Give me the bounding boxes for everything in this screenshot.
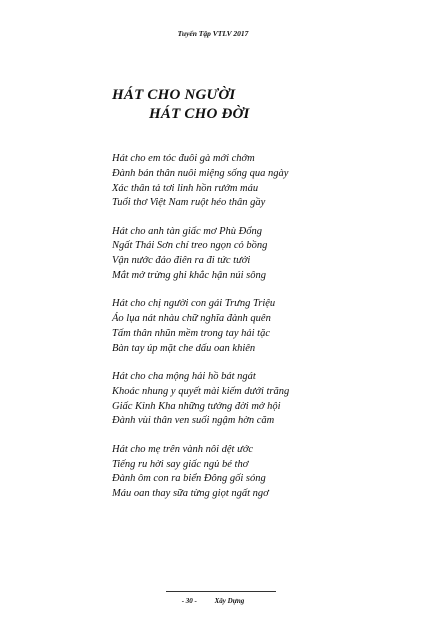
running-header: Tuyển Tập VTLV 2017	[177, 29, 249, 38]
page-number: - 30 -	[181, 597, 197, 605]
verse-line: Hát cho mẹ trên vành nôi dệt ước	[112, 443, 254, 455]
stanza	[112, 297, 412, 356]
verse-line: Tuổi thơ Việt Nam ruột héo thân gầy	[112, 197, 266, 209]
verse-line: Hát cho em tóc đuôi gà mới chớm	[112, 153, 255, 164]
poem-title-line-1: HÁT CHO NGƯỜI	[112, 87, 236, 103]
verse-line: Xác thân tả tơi linh hồn rướm máu	[112, 182, 259, 194]
verse-line: Đành vùi thân ven suối ngậm hờn căm	[112, 415, 275, 427]
verse-line: Bàn tay úp mặt che dấu oan khiên	[112, 342, 256, 354]
page-footer	[0, 597, 426, 605]
verse-line: Mắt mở trừng ghi khắc hận núi sông	[112, 270, 266, 282]
verse-line: Máu oan thay sữa từng giọt ngất ngơ	[112, 488, 269, 500]
stanza	[112, 443, 412, 502]
poem-body	[112, 152, 412, 515]
verse-line: Áo lụa nát nhàu chữ nghĩa đành quên	[112, 313, 271, 325]
verse-line: Vận nước đảo điên ra đi tức tưởi	[112, 255, 251, 267]
stanza	[112, 152, 412, 211]
verse-line: Hát cho chị người con gái Trưng Triệu	[112, 298, 276, 310]
verse-line: Hát cho anh tàn giấc mơ Phù Đổng	[112, 225, 262, 237]
verse-line: Đành bán thân nuôi miệng sống qua ngày	[112, 167, 289, 179]
footer-divider	[166, 591, 276, 592]
verse-line: Tấm thân nhũn mềm trong tay hải tặc	[112, 327, 270, 339]
stanza	[112, 370, 412, 429]
poem-title-line-2: HÁT CHO ĐỜI	[149, 106, 250, 122]
poem-title	[112, 86, 250, 124]
stanza	[112, 225, 412, 284]
verse-line: Tiếng ru hời say giấc ngủ bé thơ	[112, 458, 249, 470]
verse-line: Khoác nhung y quyết mài kiếm dưới trăng	[112, 385, 290, 397]
footer-author: Xây Dựng	[214, 597, 245, 605]
verse-line: Đành ôm con ra biển Đông gối sóng	[112, 473, 266, 485]
verse-line: Giấc Kinh Kha những tưởng đời mở hội	[112, 400, 281, 412]
verse-line: Ngất Thái Sơn chí treo ngọn cỏ bồng	[112, 240, 268, 252]
verse-line: Hát cho cha mộng hải hồ bát ngát	[112, 371, 256, 383]
